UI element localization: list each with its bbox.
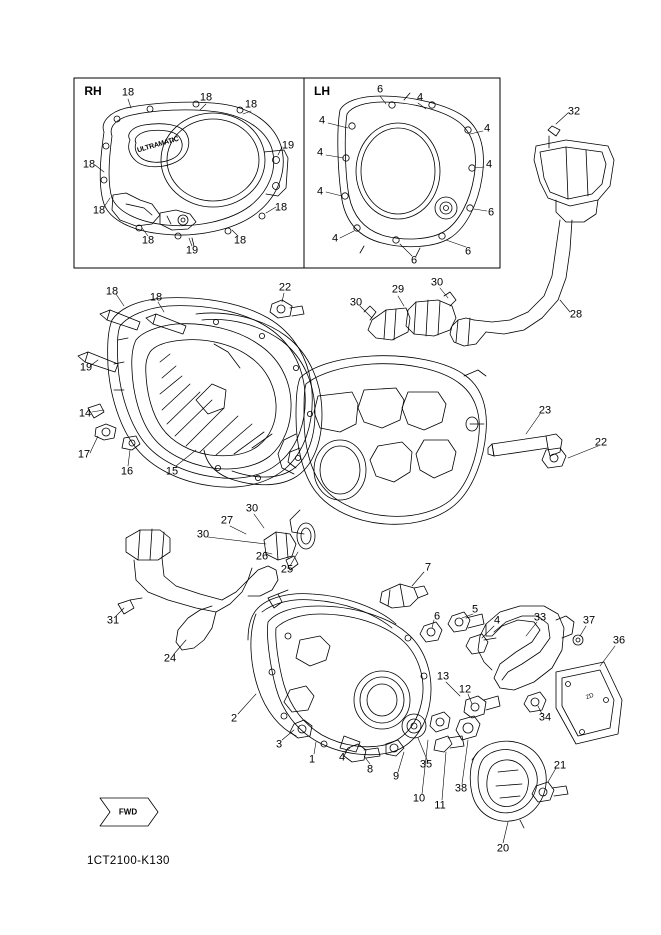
- fwd-arrow-label: FWD: [118, 807, 138, 817]
- callout-number: 9: [392, 770, 400, 783]
- callout-number: 4: [485, 158, 493, 171]
- callout-number: 6: [487, 206, 495, 219]
- callout-number: 23: [538, 404, 552, 417]
- callout-number: 10: [412, 792, 426, 805]
- callout-number: 14: [78, 407, 92, 420]
- callout-number: 19: [185, 244, 199, 257]
- callout-number: 4: [316, 185, 324, 198]
- callout-number: 19: [79, 361, 93, 374]
- callout-number: 4: [338, 751, 346, 764]
- callout-number: 4: [331, 232, 339, 245]
- callout-number: 18: [199, 91, 213, 104]
- callout-number: 4: [316, 146, 324, 159]
- callout-number: 22: [278, 281, 292, 294]
- callout-number: 5: [471, 603, 479, 616]
- callout-number: 35: [419, 758, 433, 771]
- callout-number: 12: [458, 683, 472, 696]
- callout-number: 6: [376, 83, 384, 96]
- callout-number: 37: [582, 614, 596, 627]
- callout-number: 29: [391, 283, 405, 296]
- callout-number: 4: [416, 91, 424, 104]
- callout-number: 18: [149, 291, 163, 304]
- callout-number: 8: [366, 763, 374, 776]
- callout-number: 16: [120, 465, 134, 478]
- callout-number: 33: [533, 611, 547, 624]
- callout-number: 13: [436, 670, 450, 683]
- callout-number: 18: [244, 98, 258, 111]
- callout-number: 18: [92, 204, 106, 217]
- callout-number: 6: [410, 254, 418, 267]
- callout-number: 32: [567, 105, 581, 118]
- callout-number: 15: [165, 465, 179, 478]
- callout-number: 36: [612, 634, 626, 647]
- callout-number: 18: [82, 158, 96, 171]
- callout-number: 18: [233, 234, 247, 247]
- callout-number: 27: [220, 514, 234, 527]
- panel-label-lh: LH: [314, 84, 330, 98]
- callout-number: 4: [318, 114, 326, 127]
- callout-number: 34: [538, 711, 552, 724]
- ultramatic-badge: ULTRAMATIC: [136, 135, 180, 155]
- callout-number: 30: [349, 296, 363, 309]
- callout-number: 28: [569, 308, 583, 321]
- callout-number: 19: [281, 139, 295, 152]
- callout-number: 30: [196, 528, 210, 541]
- callout-number: 38: [454, 782, 468, 795]
- callout-number: 11: [434, 799, 446, 812]
- callout-number: 4: [493, 614, 501, 627]
- callout-number: 18: [274, 201, 288, 214]
- cover-badge: ZD: [585, 692, 595, 702]
- callout-number: 3: [275, 738, 283, 751]
- callout-number: 31: [106, 614, 120, 627]
- callout-number: 1: [308, 753, 316, 766]
- callout-number: 24: [163, 652, 177, 665]
- callout-number: 6: [433, 610, 441, 623]
- callout-number: 18: [105, 285, 119, 298]
- callout-number: 22: [594, 436, 608, 449]
- callout-number: 30: [430, 276, 444, 289]
- callout-number: 18: [141, 234, 155, 247]
- callout-number: 7: [424, 561, 432, 574]
- callout-number: 26: [255, 550, 269, 563]
- callout-number: 18: [121, 86, 135, 99]
- callout-number: 2: [230, 712, 238, 725]
- callout-number: 4: [483, 122, 491, 135]
- callout-number: 25: [280, 563, 294, 576]
- callout-number: 30: [245, 502, 259, 515]
- callout-number: 17: [77, 448, 91, 461]
- drawing-part-number: 1CT2100-K130: [87, 855, 170, 867]
- callout-number: 21: [553, 759, 567, 772]
- callout-number: 6: [464, 245, 472, 258]
- callout-number: 20: [496, 842, 510, 855]
- panel-label-rh: RH: [84, 84, 102, 98]
